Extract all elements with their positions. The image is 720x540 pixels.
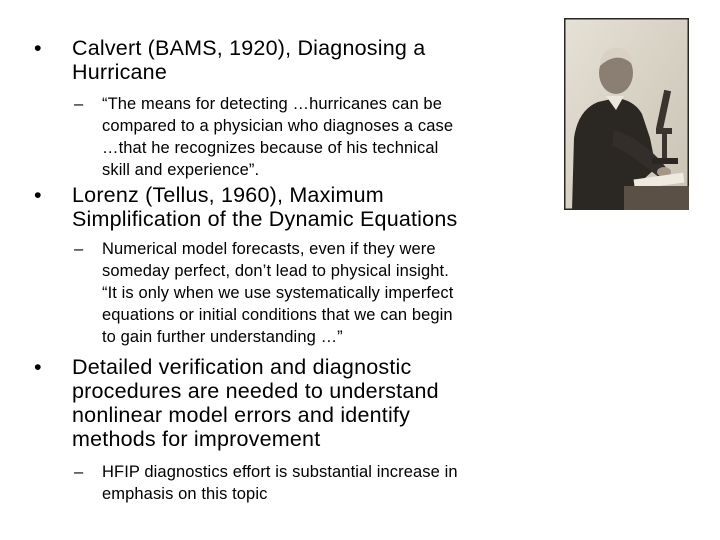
bullet-text <box>72 355 439 451</box>
sub-bullet-line: “It is only when we use systematically imperfect <box>102 284 454 302</box>
portrait-photo <box>564 18 689 210</box>
sub-bullet-line: Numerical model forecasts, even if they were <box>102 240 436 258</box>
sub-bullet-marker: – <box>74 463 84 481</box>
bullet-text <box>72 183 457 231</box>
sub-bullet-line: skill and experience”. <box>102 161 260 179</box>
sub-bullet-line: equations or initial conditions that we can begin <box>102 306 453 324</box>
bullet-line: methods for improvement <box>72 427 321 451</box>
bullet-marker: • <box>34 183 42 207</box>
sub-bullet-text <box>102 93 453 181</box>
bullet-text <box>72 36 425 84</box>
sub-bullet-line: “The means for detecting …hurricanes can be <box>102 95 442 113</box>
bullet-line: Simplification of the Dynamic Equations <box>72 207 458 231</box>
bullet-line: Hurricane <box>72 60 168 84</box>
bullet-line: Lorenz (Tellus, 1960), Maximum <box>72 183 384 207</box>
sub-bullet-marker: – <box>74 95 84 113</box>
bullet-line: procedures are needed to understand <box>72 379 439 403</box>
sub-bullet-line: emphasis on this topic <box>102 485 268 503</box>
sub-bullet-line: HFIP diagnostics effort is substantial increase in <box>102 463 458 481</box>
sub-bullet-line: someday perfect, don’t lead to physical insight. <box>102 262 449 280</box>
sub-bullet-line: …that he recognizes because of his technical <box>102 139 439 157</box>
sub-bullet-text <box>102 238 453 348</box>
bullet-line: Calvert (BAMS, 1920), Diagnosing a <box>72 36 426 60</box>
bullet-line: nonlinear model errors and identify <box>72 403 411 427</box>
bullet-line: Detailed verification and diagnostic <box>72 355 412 379</box>
portrait-photo-graphic <box>564 18 689 210</box>
sub-bullet-marker: – <box>74 240 84 258</box>
sub-bullet-line: to gain further understanding …” <box>102 328 343 346</box>
sub-bullet-text <box>102 461 458 505</box>
bullet-marker: • <box>34 36 42 60</box>
sub-bullet-line: compared to a physician who diagnoses a case <box>102 117 454 135</box>
bullet-marker: • <box>34 355 42 379</box>
